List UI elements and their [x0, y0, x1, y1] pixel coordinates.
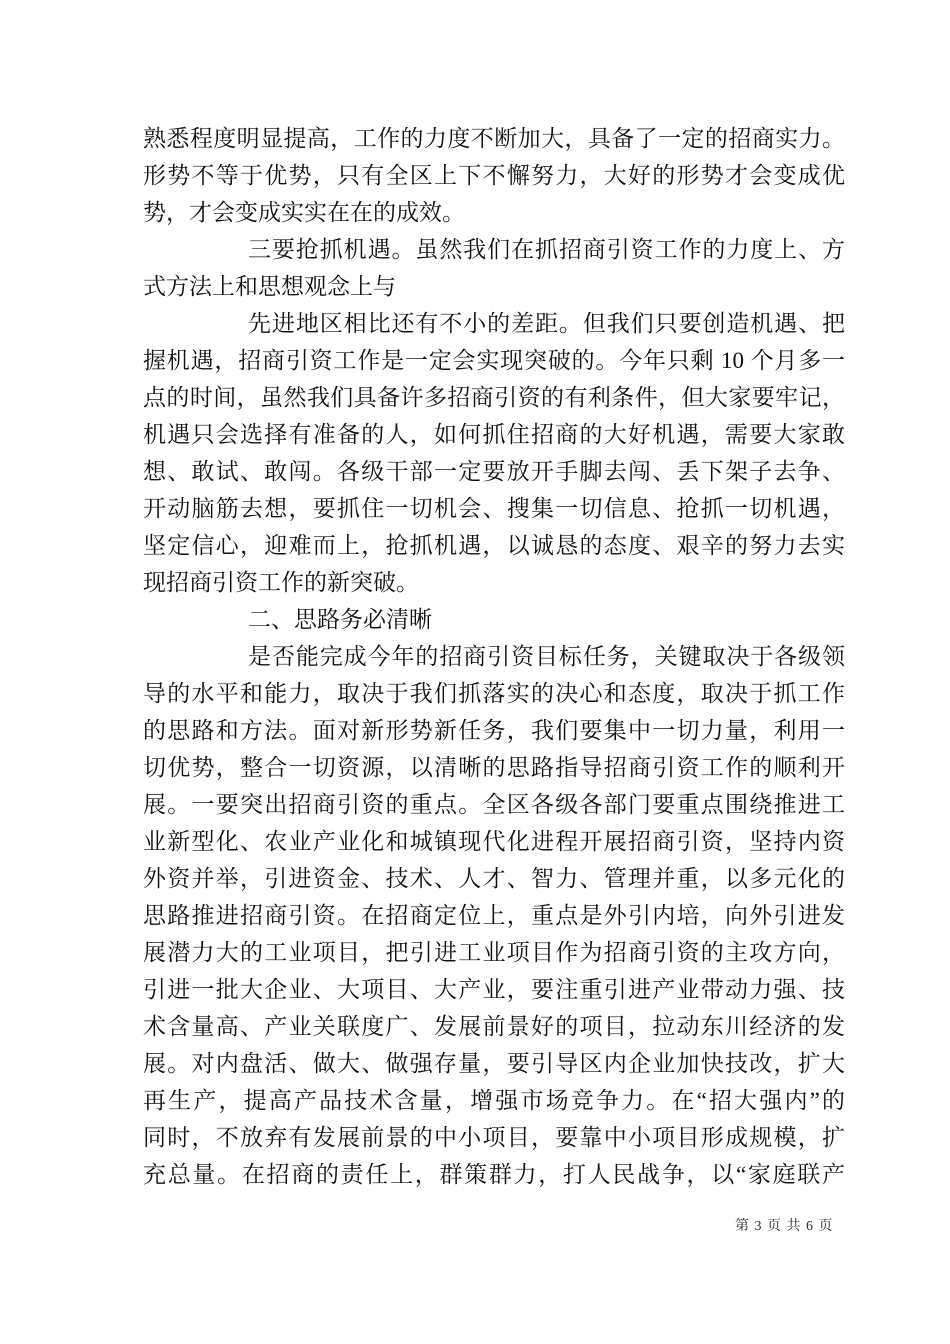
- document-body: [143, 120, 845, 1193]
- text-line: 是否能完成今年的招商引资目标任务，关键取决于各级领: [248, 644, 845, 669]
- text-line: 展。一要突出招商引资的重点。全区各级各部门要重点围绕推进工: [143, 792, 845, 817]
- text-line: 外资并举，引进资金、技术、人才、智力、管理并重，以多元化的: [143, 866, 845, 891]
- text-line: 点的时间，虽然我们具备许多招商引资的有利条件，但大家要牢记，: [143, 385, 845, 410]
- text-line: 握机遇，招商引资工作是一定会实现突破的。今年只剩 10 个月多一: [143, 348, 845, 373]
- text-line: 的思路和方法。面对新形势新任务，我们要集中一切力量，利用一: [143, 718, 845, 743]
- text-line: 先进地区相比还有不小的差距。但我们只要创造机遇、把: [248, 311, 845, 336]
- text-line: 形势不等于优势，只有全区上下不懈努力，大好的形势才会变成优: [143, 163, 845, 188]
- text-line: 引进一批大企业、大项目、大产业，要注重引进产业带动力强、技: [143, 977, 845, 1002]
- text-line: 同时，不放弃有发展前景的中小项目，要靠中小项目形成规模，扩: [143, 1125, 845, 1150]
- text-line: 二、思路务必清晰: [248, 607, 432, 632]
- text-line: 式方法上和思想观念上与: [143, 274, 396, 299]
- text-line: 再生产，提高产品技术含量，增强市场竞争力。在“招大强内”的: [143, 1088, 845, 1113]
- text-line: 思路推进招商引资。在招商定位上，重点是外引内培，向外引进发: [143, 903, 845, 928]
- text-line: 势，才会变成实实在在的成效。: [143, 200, 465, 225]
- text-line: 切优势，整合一切资源，以清晰的思路指导招商引资工作的顺利开: [143, 755, 845, 780]
- text-line: 开动脑筋去想，要抓住一切机会、搜集一切信息、抢抓一切机遇，: [143, 496, 845, 521]
- text-line: 导的水平和能力，取决于我们抓落实的决心和态度，取决于抓工作: [143, 681, 845, 706]
- page-number-label: 第 3 页 共 6 页: [735, 1219, 834, 1234]
- text-line: 展潜力大的工业项目，把引进工业项目作为招商引资的主攻方向，: [143, 940, 845, 965]
- text-line: 术含量高、产业关联度广、发展前景好的项目，拉动东川经济的发: [143, 1014, 845, 1039]
- text-line: 机遇只会选择有准备的人，如何抓住招商的大好机遇，需要大家敢: [143, 422, 845, 447]
- text-line: 业新型化、农业产业化和城镇现代化进程开展招商引资，坚持内资: [143, 829, 845, 854]
- text-line: 熟悉程度明显提高，工作的力度不断加大，具备了一定的招商实力。: [143, 126, 845, 151]
- text-line: 想、敢试、敢闯。各级干部一定要放开手脚去闯、丢下架子去争、: [143, 459, 845, 484]
- text-line: 充总量。在招商的责任上，群策群力，打人民战争，以“家庭联产: [143, 1162, 845, 1187]
- page-footer: [717, 1200, 834, 1254]
- text-line: 坚定信心，迎难而上，抢抓机遇，以诚恳的态度、艰辛的努力去实: [143, 533, 845, 558]
- text-line: 现招商引资工作的新突破。: [143, 570, 419, 595]
- text-line: 三要抢抓机遇。虽然我们在抓招商引资工作的力度上、方: [248, 237, 845, 262]
- text-line: 展。对内盘活、做大、做强存量，要引导区内企业加快技改，扩大: [143, 1051, 845, 1076]
